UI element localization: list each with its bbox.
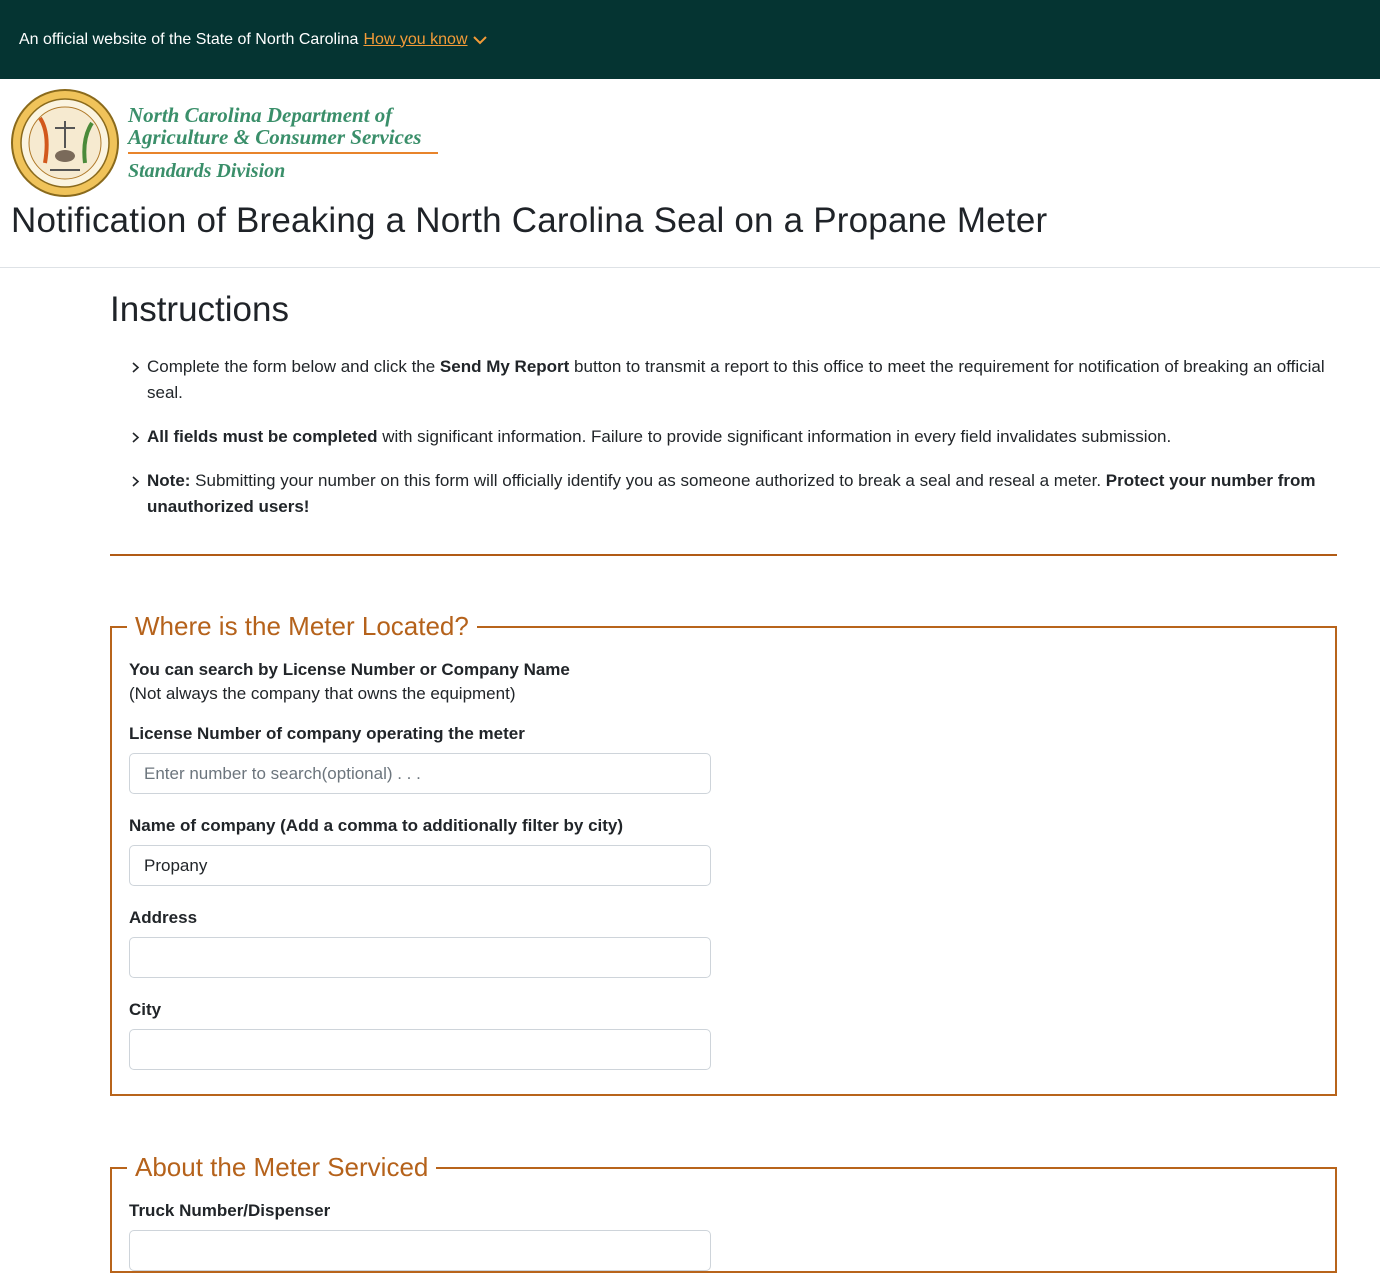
company-name-input[interactable]	[129, 845, 711, 886]
license-number-input[interactable]	[129, 753, 711, 794]
truck-number-label: Truck Number/Dispenser	[129, 1201, 331, 1220]
city-input[interactable]	[129, 1029, 711, 1070]
instruction-bold: All fields must be completed	[147, 427, 378, 446]
city-label: City	[129, 1000, 162, 1019]
section-legend: Where is the Meter Located?	[135, 611, 469, 641]
company-name-label: Name of company (Add a comma to additionally filter by city)	[129, 816, 624, 835]
license-number-label: License Number of company operating the meter	[129, 724, 525, 743]
instruction-item	[130, 354, 1337, 406]
banner-text: An official website of the State of North Carolina	[19, 30, 359, 48]
instruction-text: Complete the form below and click the	[147, 357, 440, 376]
instruction-bold: Protect your number from unauthorized users!	[147, 471, 1316, 516]
address-label: Address	[129, 908, 198, 927]
chevron-right-icon	[130, 354, 142, 380]
instruction-item	[130, 424, 1337, 450]
agency-name	[128, 104, 438, 182]
main-content	[110, 290, 1337, 1273]
ncda-seal-logo	[10, 88, 120, 198]
official-banner	[0, 0, 1380, 79]
truck-number-input[interactable]	[129, 1230, 711, 1271]
chevron-down-icon	[472, 34, 488, 46]
agency-line-1: North Carolina Department of	[128, 102, 393, 127]
instruction-text: Submitting your number on this form will officially identify you as someone authorized to break a seal and reseal a meter.	[190, 471, 1106, 490]
search-note: You can search by License Number or Company Name	[129, 660, 570, 679]
section-divider	[110, 554, 1337, 556]
section-legend: About the Meter Serviced	[135, 1152, 429, 1182]
meter-location-section	[110, 611, 1337, 1096]
chevron-right-icon	[130, 468, 142, 494]
agency-line-2: Agriculture & Consumer Services	[128, 124, 422, 149]
brand-divider	[128, 152, 438, 154]
instruction-bold: Note:	[147, 471, 191, 490]
meter-serviced-section	[110, 1152, 1337, 1273]
chevron-right-icon	[130, 424, 142, 450]
agency-brand[interactable]	[0, 79, 1380, 189]
instruction-text: with significant information. Failure to provide significant information in every field invalidates submission.	[377, 427, 1172, 446]
header-divider	[0, 267, 1380, 268]
instruction-bold: Send My Report	[439, 357, 570, 376]
page-title: Notification of Breaking a North Carolina Seal on a Propane Meter	[11, 201, 1048, 240]
instructions-list	[110, 354, 1337, 520]
instruction-text: button to transmit a report to this office to meet the requirement for notification of breaking an official seal.	[147, 357, 1325, 402]
instruction-item	[130, 468, 1337, 520]
instructions-heading: Instructions	[110, 290, 289, 329]
how-you-know-label: How you know	[363, 30, 468, 48]
division-name: Standards Division	[128, 159, 286, 182]
search-subnote: (Not always the company that owns the equipment)	[129, 684, 516, 703]
how-you-know-link[interactable]	[363, 31, 487, 49]
address-input[interactable]	[129, 937, 711, 978]
